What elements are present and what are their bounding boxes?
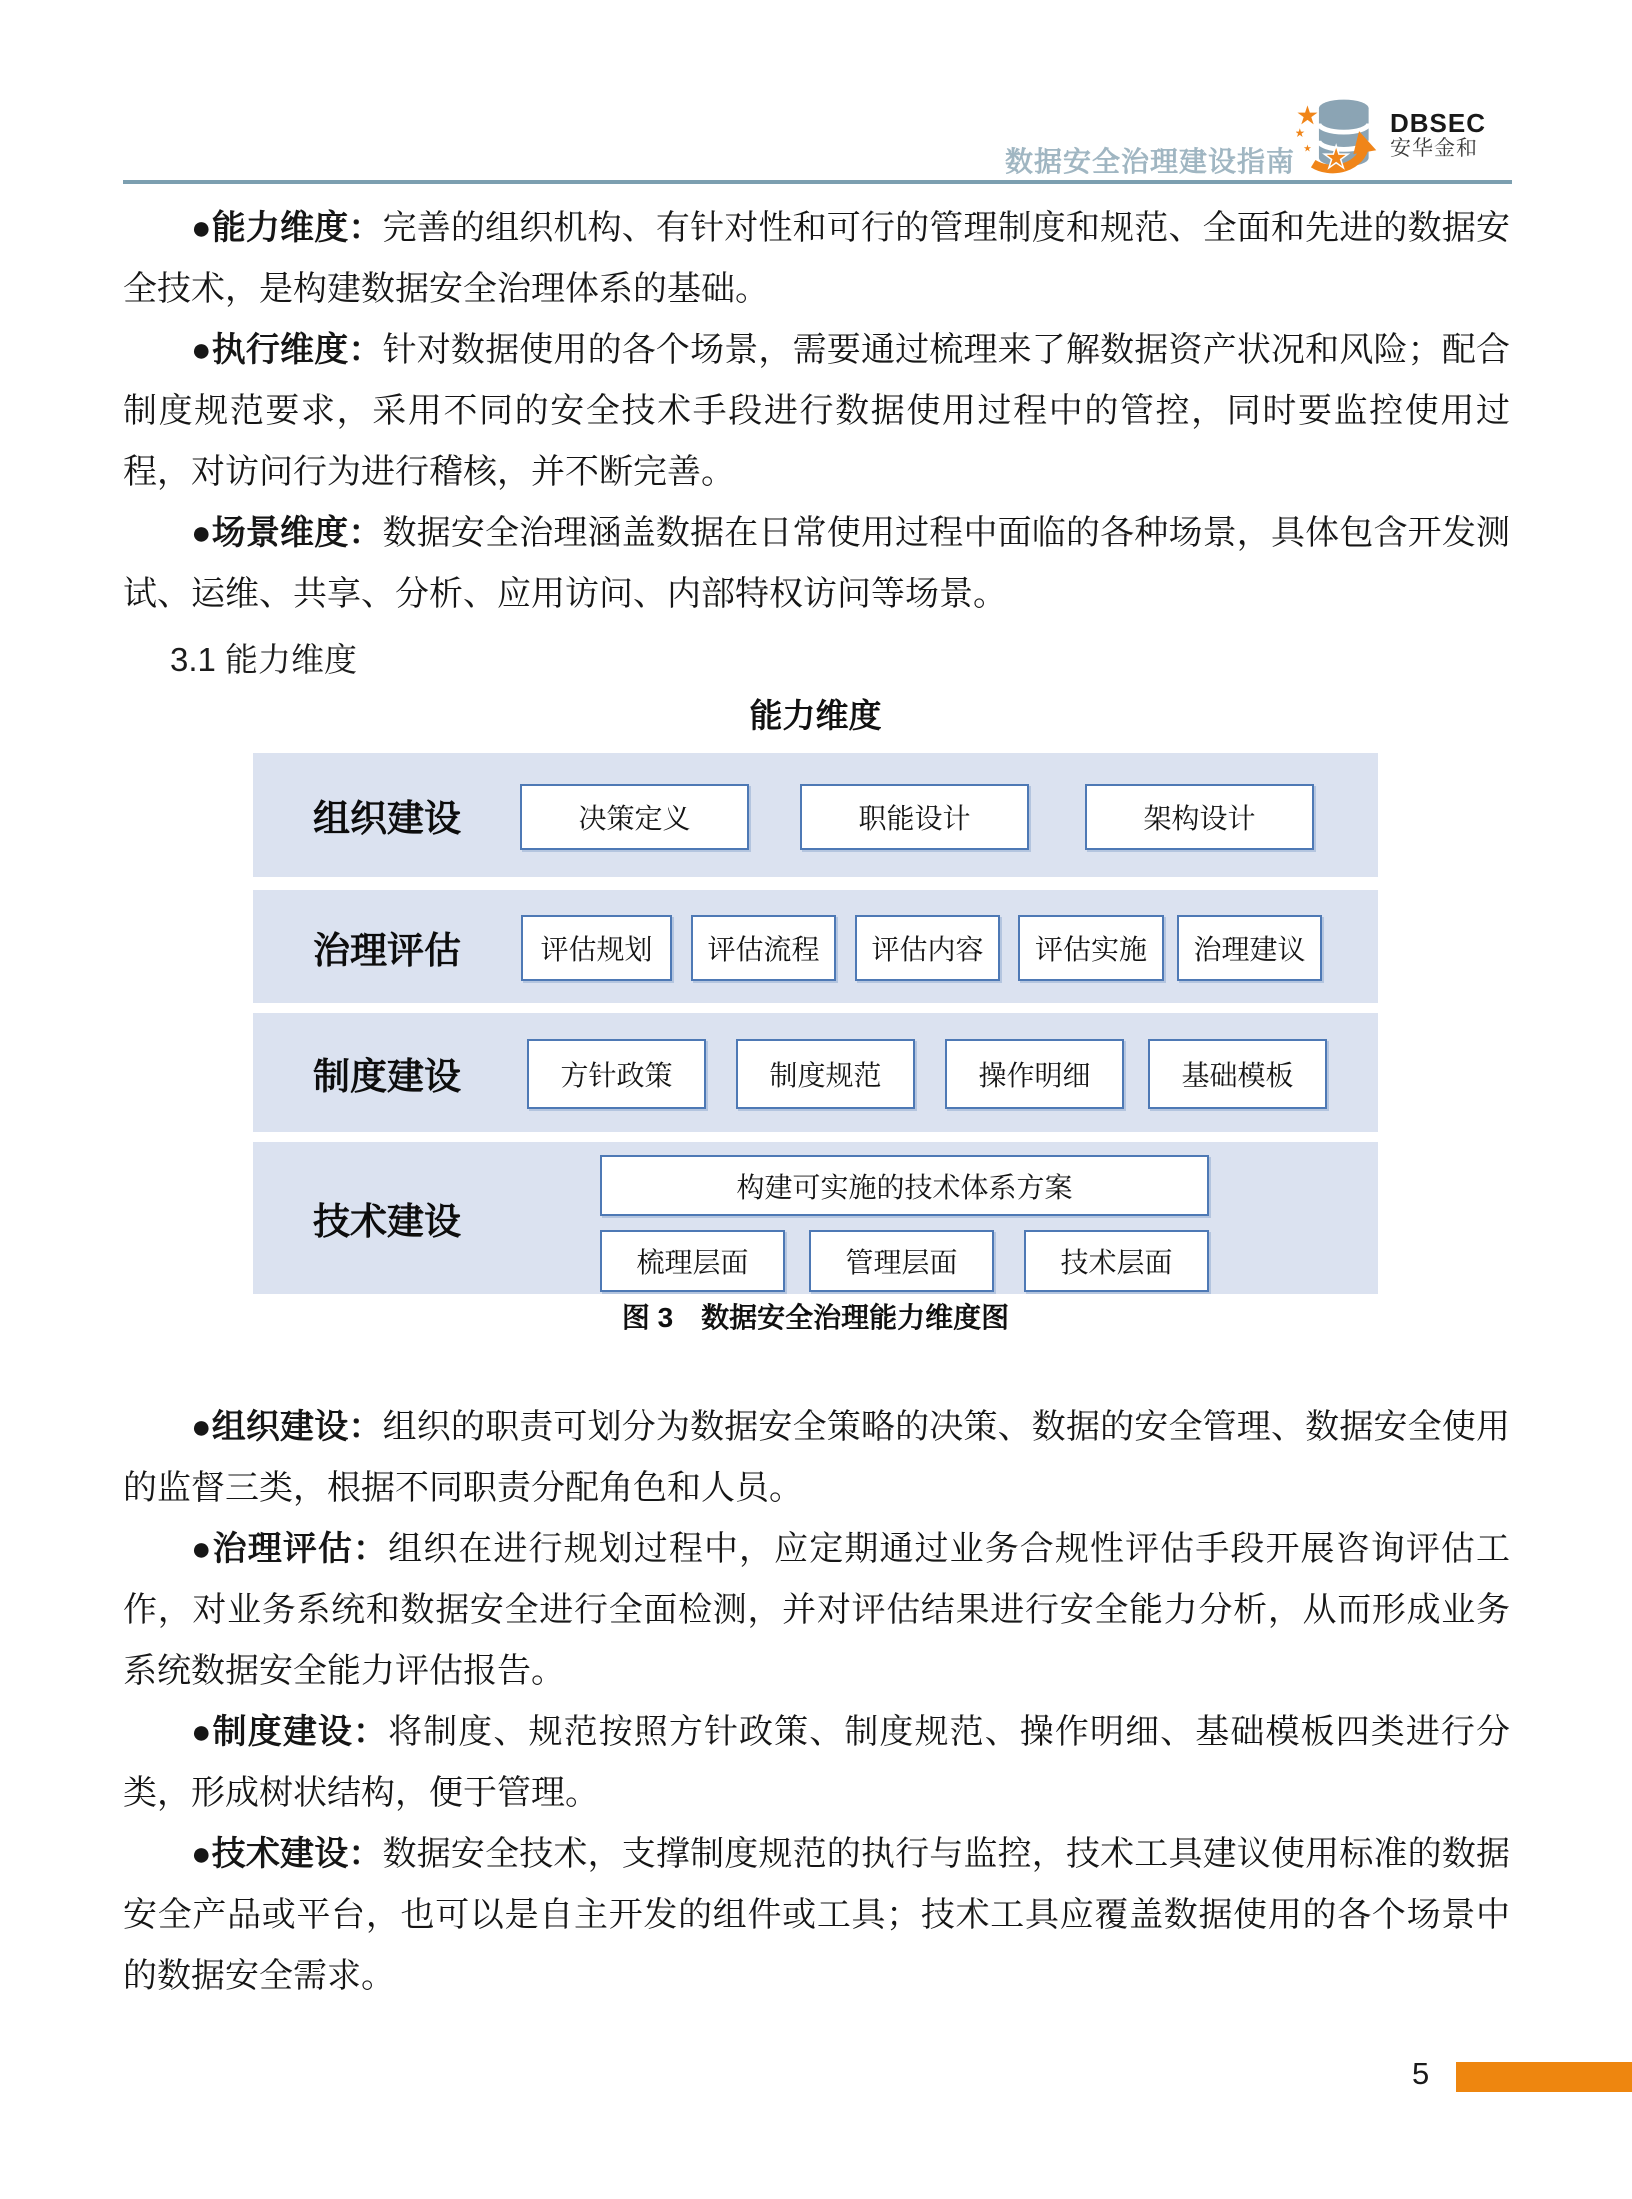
paragraph-scenario-dimension bbox=[123, 503, 1510, 625]
diagram-box: 技术层面 bbox=[1024, 1230, 1209, 1292]
header-doc-title: 数据安全治理建设指南 bbox=[1005, 146, 1296, 177]
dbsec-logo bbox=[1296, 94, 1486, 176]
paragraph-capability-dimension bbox=[123, 198, 1510, 320]
capability-diagram bbox=[253, 753, 1378, 1294]
paragraph-text: 针对数据使用的各个场景，需要通过梳理来了解数据资产状况和风险；配合制度规范要求，采用不同的安全技术手段进行数据使用过程中的管控，同时要监控使用过程，对访问行为进行稽核，并不断完善。 bbox=[123, 332, 1510, 491]
detail-paragraphs bbox=[123, 1397, 1510, 2007]
paragraph-label: ●组织建设： bbox=[191, 1408, 383, 1446]
database-stars-icon bbox=[1296, 94, 1382, 176]
diagram-box: 决策定义 bbox=[520, 784, 749, 850]
diagram-row-policy-building bbox=[253, 1013, 1378, 1132]
paragraph-policy-building bbox=[123, 1702, 1510, 1824]
paragraph-label: ●制度建设： bbox=[191, 1713, 389, 1751]
paragraph-technology-building bbox=[123, 1824, 1510, 2007]
page-number: 5 bbox=[1412, 2056, 1430, 2091]
paragraph-label: ●技术建设： bbox=[191, 1835, 383, 1873]
paragraph-label: ●执行维度： bbox=[191, 331, 383, 369]
logo-name: DBSEC bbox=[1390, 108, 1487, 138]
diagram-box: 评估流程 bbox=[691, 915, 836, 981]
paragraph-text: 将制度、规范按照方针政策、制度规范、操作明细、基础模板四类进行分类，形成树状结构，便于管理。 bbox=[123, 1714, 1511, 1812]
diagram-box: 架构设计 bbox=[1085, 784, 1314, 850]
diagram-box: 方针政策 bbox=[527, 1039, 706, 1109]
header-rule bbox=[123, 180, 1512, 184]
paragraph-label: ●治理评估： bbox=[191, 1530, 389, 1568]
paragraph-governance-assessment bbox=[123, 1519, 1510, 1702]
row-label: 治理评估 bbox=[313, 929, 461, 971]
figure-caption: 图 3 数据安全治理能力维度图 bbox=[621, 1302, 1010, 1333]
paragraph-execution-dimension bbox=[123, 320, 1510, 503]
diagram-box-wide: 构建可实施的技术体系方案 bbox=[600, 1155, 1209, 1216]
diagram-box: 基础模板 bbox=[1148, 1039, 1327, 1109]
diagram-box: 职能设计 bbox=[800, 784, 1029, 850]
paragraph-text: 组织的职责可划分为数据安全策略的决策、数据的安全管理、数据安全使用的监督三类，根据不同职责分配角色和人员。 bbox=[123, 1409, 1510, 1507]
row-label: 组织建设 bbox=[313, 798, 461, 839]
row-label: 制度建设 bbox=[313, 1055, 461, 1097]
diagram-box: 操作明细 bbox=[945, 1039, 1124, 1109]
diagram-row-governance-assessment bbox=[253, 890, 1378, 1003]
paragraph-text: 数据安全技术，支撑制度规范的执行与监控，技术工具建议使用标准的数据安全产品或平台，也可以是自主开发的组件或工具；技术工具应覆盖数据使用的各个场景中的数据安全需求。 bbox=[123, 1836, 1510, 1995]
diagram-title: 能力维度 bbox=[749, 697, 882, 734]
logo-subtitle: 安华金和 bbox=[1390, 137, 1478, 160]
diagram-box: 管理层面 bbox=[809, 1230, 994, 1292]
paragraph-organization-building bbox=[123, 1397, 1510, 1519]
section-heading: 3.1 能力维度 bbox=[170, 641, 358, 678]
diagram-box: 评估规划 bbox=[521, 915, 672, 981]
paragraph-label: ●能力维度： bbox=[191, 209, 383, 247]
paragraph-text: 组织在进行规划过程中，应定期通过业务合规性评估手段开展咨询评估工作，对业务系统和数据安全进行全面检测，并对评估结果进行安全能力分析，从而形成业务系统数据安全能力评估报告。 bbox=[123, 1531, 1511, 1690]
diagram-box: 梳理层面 bbox=[600, 1230, 785, 1292]
diagram-box: 评估内容 bbox=[855, 915, 1000, 981]
diagram-box: 制度规范 bbox=[736, 1039, 915, 1109]
paragraph-text: 数据安全治理涵盖数据在日常使用过程中面临的各种场景，具体包含开发测试、运维、共享、分析、应用访问、内部特权访问等场景。 bbox=[123, 515, 1510, 613]
row-label: 技术建设 bbox=[313, 1201, 461, 1242]
logo-text bbox=[1390, 109, 1486, 161]
intro-paragraphs bbox=[123, 198, 1510, 625]
diagram-box: 治理建议 bbox=[1177, 915, 1322, 981]
diagram-row-technology-building bbox=[253, 1142, 1378, 1294]
paragraph-label: ●场景维度： bbox=[191, 514, 383, 552]
diagram-row-organization bbox=[253, 753, 1378, 877]
diagram-box: 评估实施 bbox=[1018, 915, 1164, 981]
footer-accent-bar bbox=[1456, 2062, 1632, 2092]
paragraph-text: 完善的组织机构、有针对性和可行的管理制度和规范、全面和先进的数据安全技术，是构建数据安全治理体系的基础。 bbox=[123, 210, 1510, 308]
